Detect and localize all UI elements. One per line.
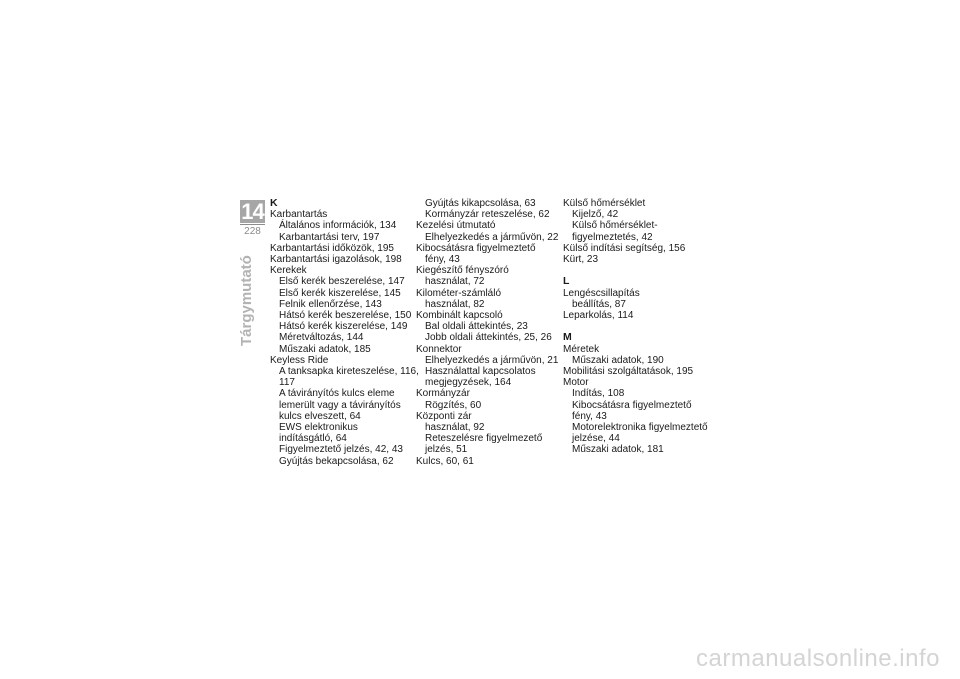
index-entry: Kezelési útmutató bbox=[416, 220, 496, 232]
index-subentry: használat, 82 bbox=[425, 298, 485, 310]
index-entry: Motor bbox=[563, 377, 589, 389]
page-number: 228 bbox=[244, 226, 261, 237]
index-subentry: Bal oldali áttekintés, 23 bbox=[425, 321, 528, 333]
index-subentry: Kibocsátásra figyelmeztető bbox=[572, 399, 692, 411]
index-spacer bbox=[563, 265, 705, 276]
index-subentry: indításgátló, 64 bbox=[279, 433, 347, 445]
index-subentry: Műszaki adatok, 185 bbox=[279, 343, 371, 355]
index-entry: Karbantartási időközök, 195 bbox=[270, 242, 394, 254]
index-entry: Kormányzár bbox=[416, 388, 470, 400]
index-subentry: jelzése, 44 bbox=[572, 433, 620, 445]
index-letter-heading: L bbox=[563, 275, 570, 288]
index-entry: Karbantartás bbox=[270, 209, 328, 221]
index-subentry: 117 bbox=[279, 377, 295, 389]
index-entry: Kerekek bbox=[270, 265, 307, 277]
index-subentry: figyelmeztetés, 42 bbox=[572, 231, 653, 243]
index-subentry: használat, 72 bbox=[425, 276, 485, 288]
index-subentry: Gyújtás kikapcsolása, 63 bbox=[425, 198, 536, 209]
index-subentry: Méretváltozás, 144 bbox=[279, 332, 364, 344]
index-subentry: fény, 43 bbox=[572, 410, 607, 422]
index-spacer bbox=[563, 321, 705, 332]
chapter-divider bbox=[240, 224, 265, 225]
index-subentry: Reteszelésre figyelmezető bbox=[425, 433, 543, 445]
index-subentry: Műszaki adatok, 190 bbox=[572, 354, 664, 366]
watermark: carmanualsonline.info bbox=[696, 645, 940, 672]
chapter-number: 14 bbox=[241, 199, 264, 224]
index-entry: Méretek bbox=[563, 343, 600, 355]
index-entry: Külső indítási segítség, 156 bbox=[563, 242, 686, 254]
index-subentry: A távirányítós kulcs eleme bbox=[279, 388, 395, 400]
index-subentry: megjegyzések, 164 bbox=[425, 377, 512, 389]
index-entry: Külső hőmérséklet bbox=[563, 198, 646, 209]
section-title: Tárgymutató bbox=[238, 255, 255, 346]
index-entry: Keyless Ride bbox=[270, 354, 329, 366]
index-subentry: Karbantartási terv, 197 bbox=[279, 231, 380, 243]
chapter-marker bbox=[240, 200, 265, 238]
index-subentry: Elhelyezkedés a járművön, 22 bbox=[425, 231, 559, 243]
index-letter-heading: M bbox=[563, 331, 572, 344]
index-entry: Kibocsátásra figyelmeztető bbox=[416, 242, 536, 254]
index-subentry: Kormányzár reteszelése, 62 bbox=[425, 209, 550, 221]
index-column-2 bbox=[416, 198, 558, 467]
index-subentry: Motorelektronika figyelmeztető bbox=[572, 422, 708, 434]
index-column-1 bbox=[270, 197, 419, 467]
index-subentry: Hátsó kerék beszerelése, 150 bbox=[279, 310, 412, 322]
index-subentry: fény, 43 bbox=[425, 254, 460, 266]
index-entry: Konnektor bbox=[416, 343, 462, 355]
index-subentry: használat, 92 bbox=[425, 422, 485, 434]
index-subentry: Kijelző, 42 bbox=[572, 209, 619, 221]
index-entry: Kiegészítő fényszóró bbox=[416, 265, 509, 277]
index-subentry: Első kerék kiszerelése, 145 bbox=[279, 287, 401, 299]
index-entry: Kombinált kapcsoló bbox=[416, 310, 503, 322]
index-entry: Leparkolás, 114 bbox=[563, 310, 634, 322]
index-subentry: Jobb oldali áttekintés, 25, 26 bbox=[425, 332, 552, 344]
index-subentry: Hátsó kerék kiszerelése, 149 bbox=[279, 321, 408, 333]
index-entry: Lengéscsillapítás bbox=[563, 287, 640, 299]
index-letter-heading: K bbox=[270, 197, 278, 209]
index-entry: Kilométer-számláló bbox=[416, 287, 502, 299]
index-entry: Központi zár bbox=[416, 410, 472, 422]
index-entry: Kürt, 23 bbox=[563, 254, 599, 266]
index-subentry: Elhelyezkedés a járművön, 21 bbox=[425, 354, 559, 366]
index-subentry: kulcs elveszett, 64 bbox=[279, 410, 361, 422]
index-subentry: Indítás, 108 bbox=[572, 388, 625, 400]
index-entry: Karbantartási igazolások, 198 bbox=[270, 254, 402, 266]
index-subentry: beállítás, 87 bbox=[572, 298, 626, 310]
index-entry: Mobilitási szolgáltatások, 195 bbox=[563, 366, 694, 378]
index-subentry: A tanksapka kireteszelése, 116, bbox=[279, 366, 419, 378]
index-entry: Kulcs, 60, 61 bbox=[416, 455, 474, 467]
index-subentry: Rögzítés, 60 bbox=[425, 399, 482, 411]
index-subentry: Figyelmeztető jelzés, 42, 43 bbox=[279, 444, 403, 456]
index-subentry: Felnik ellenőrzése, 143 bbox=[279, 298, 382, 310]
index-subentry: EWS elektronikus bbox=[279, 422, 358, 434]
index-subentry: Első kerék beszerelése, 147 bbox=[279, 276, 405, 288]
index-subentry: jelzés, 51 bbox=[425, 444, 468, 456]
index-subentry: Általános információk, 134 bbox=[279, 220, 397, 232]
index-subentry: Gyújtás bekapcsolása, 62 bbox=[279, 455, 394, 467]
index-subentry: Külső hőmérséklet- bbox=[572, 220, 658, 232]
index-subentry: lemerült vagy a távirányítós bbox=[279, 399, 401, 411]
index-subentry: Műszaki adatok, 181 bbox=[572, 444, 664, 456]
index-column-3 bbox=[563, 198, 708, 456]
index-subentry: Használattal kapcsolatos bbox=[425, 366, 536, 378]
